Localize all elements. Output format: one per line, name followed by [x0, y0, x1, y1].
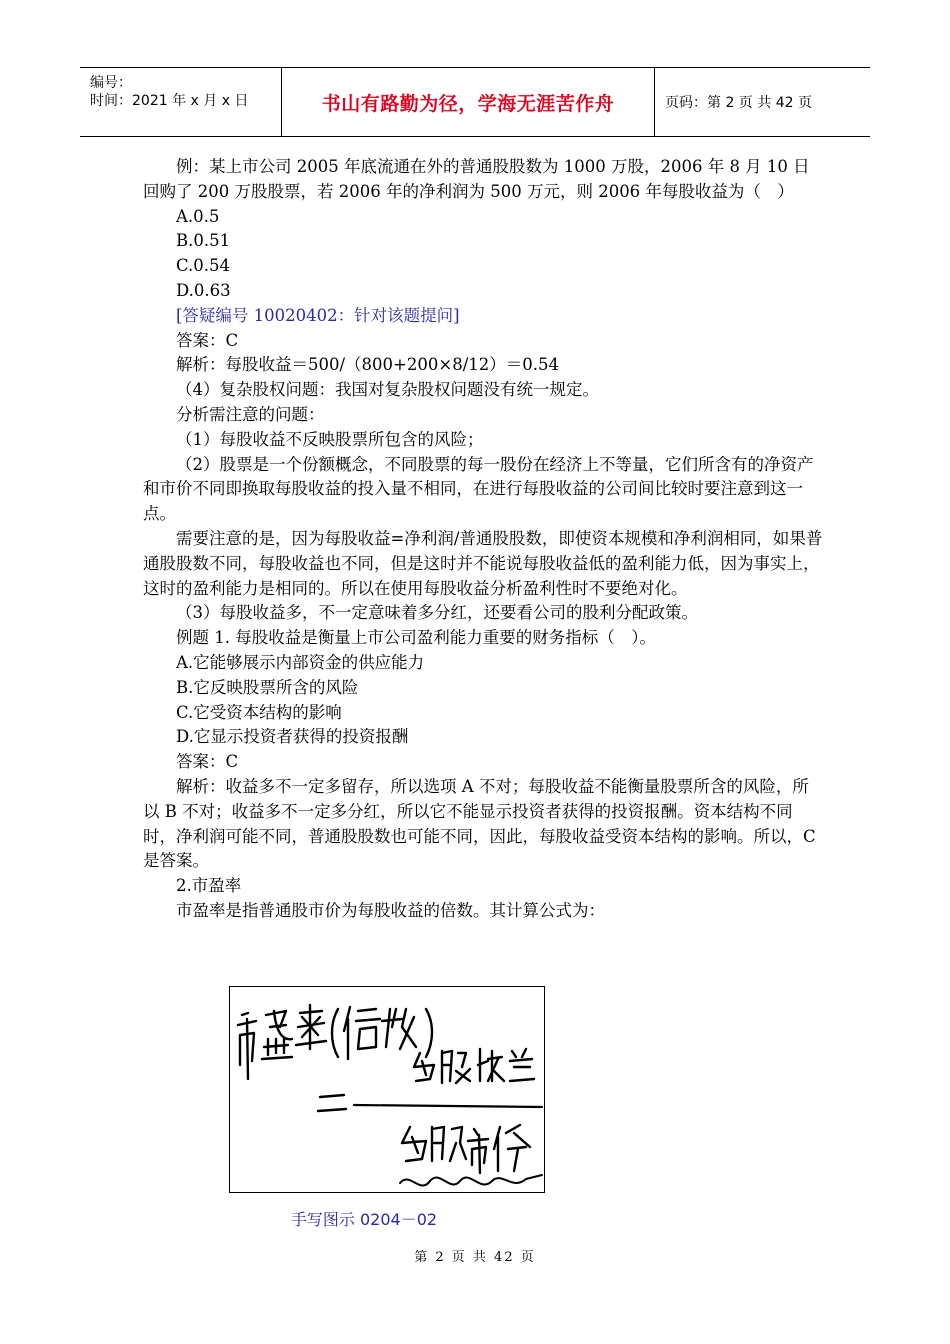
paragraph: 市盈率是指普通股市价为每股收益的倍数。其计算公式为：: [176, 900, 605, 920]
paragraph: 答案：C: [176, 330, 239, 350]
qa-link[interactable]: [答疑编号 10020402：针对该题提问]: [176, 305, 460, 325]
paragraph: 例：某上市公司 2005 年底流通在外的普通股股数为 1000 万股，2006 年 8 月 10 日回购了 200 万股股票，若 2006 年的净利润为 500 万元，则 2006 年每股收益为（ ）: [143, 157, 810, 201]
paragraph: （3）每股收益多，不一定意味着多分红，还要看公司的股利分配政策。: [176, 603, 698, 623]
paragraph: D.0.63: [176, 280, 231, 300]
handwriting-drawing: [230, 987, 544, 1192]
figure-caption: 手写图示 0204－02: [290, 1210, 438, 1229]
page-header: [80, 67, 870, 137]
paragraph: C.0.54: [176, 256, 231, 276]
paragraph: C.它受资本结构的影响: [176, 702, 342, 722]
paragraph: （2）股票是一个份额概念，不同股票的每一股份在经济上不等量，它们所含有的净资产和市价不同即换取每股收益的投入量不相同，在进行每股收益的公司间比较时要注意到这一点。: [143, 454, 814, 524]
paragraph: A.0.5: [176, 206, 220, 226]
paragraph: （1）每股收益不反映股票所包含的风险；: [176, 429, 484, 449]
page-footer: 第 2 页 共 42 页: [414, 1250, 536, 1265]
header-right-cell: [655, 68, 870, 136]
paragraph: 需要注意的是，因为每股收益=净利润/普通股股数，即使资本规模和净利润相同，如果普通股股数不同，每股收益也不同，但是这时并不能说每股收益低的盈利能力低，因为事实上，这时的盈利能力是相同的。所以在使用每股收益分析盈利性时不要绝对化。: [143, 528, 823, 598]
handwritten-formula-image: [229, 986, 545, 1193]
paragraph: B.它反映股票所含的风险: [176, 677, 359, 697]
paragraph: 解析：收益多不一定多留存，所以选项 A 不对；每股收益不能衡量股票所含的风险，所以 B 不对；收益多不一定多分红，所以它不能显示投资者获得的投资报酬。资本结构不同时，净利润可能不同，普通股股数也可能不同，因此，每股收益受资本结构的影响。所以，C 是答案。: [143, 776, 821, 871]
paragraph: 2.市盈率: [176, 876, 242, 896]
paragraph: 答案：C: [176, 752, 239, 772]
motto: 书山有路勤为径，学海无涯苦作舟: [282, 68, 655, 136]
paragraph: A.它能够展示内部资金的供应能力: [176, 652, 425, 672]
date-line: 时间：2021 年 x 月 x 日: [90, 93, 249, 109]
header-left-cell: [80, 68, 282, 136]
paragraph: B.0.51: [176, 231, 231, 251]
paragraph: 解析：每股收益＝500/（800+200×8/12）＝0.54: [176, 355, 559, 375]
paragraph: （4）复杂股权问题：我国对复杂股权问题没有统一规定。: [176, 380, 599, 400]
paragraph: D.它显示投资者获得的投资报酬: [176, 727, 409, 747]
paragraph: 分析需注意的问题：: [176, 404, 325, 424]
serial-label: 编号：: [90, 75, 132, 91]
document-body: [143, 155, 823, 924]
page-info: 页码：第 2 页 共 42 页: [665, 95, 812, 111]
paragraph: 例题 1. 每股收益是衡量上市公司盈利能力重要的财务指标（ ）。: [176, 628, 656, 648]
